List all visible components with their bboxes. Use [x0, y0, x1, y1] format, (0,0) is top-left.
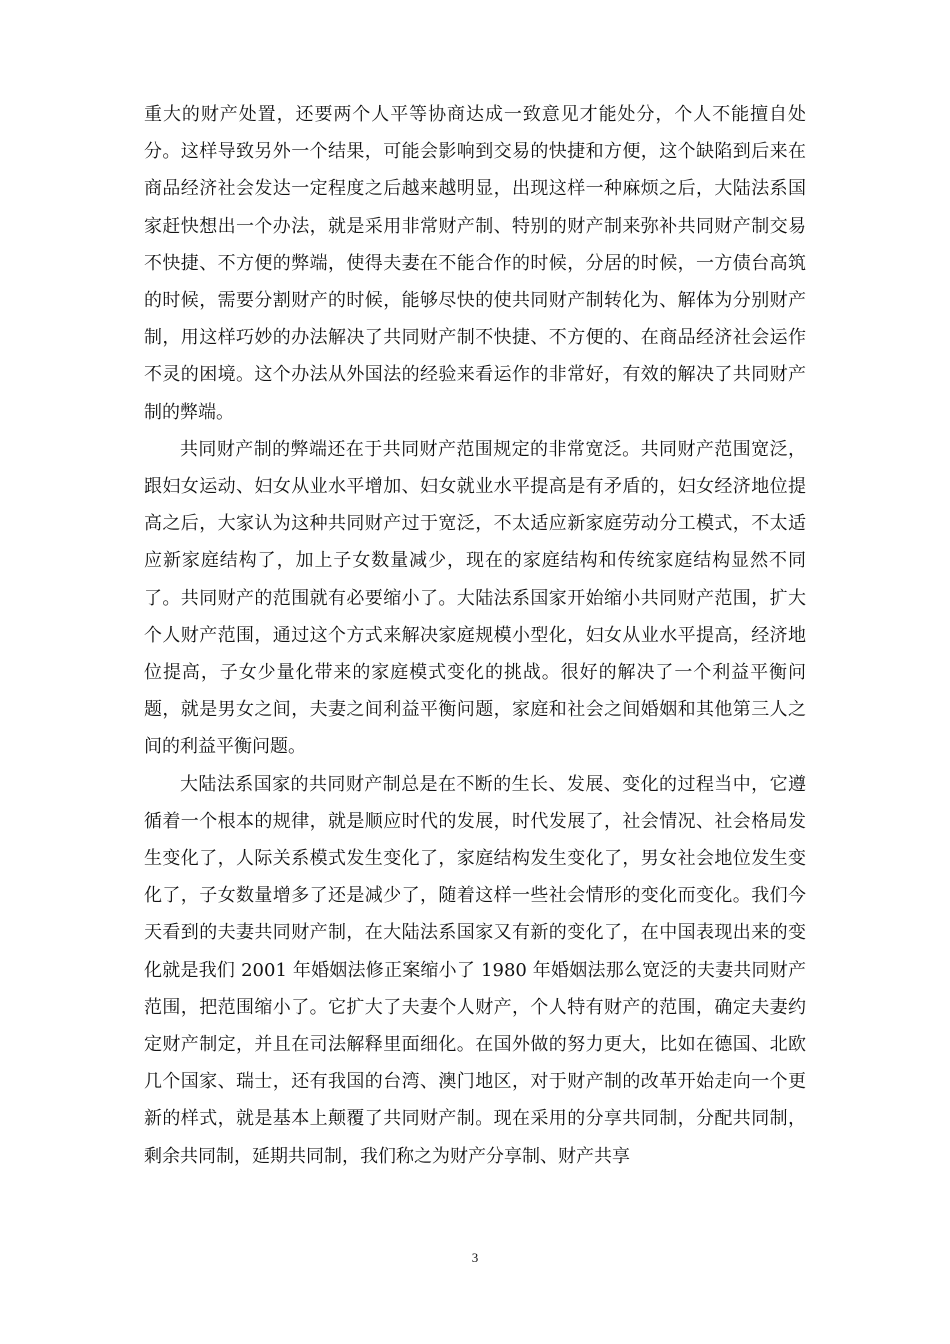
paragraph-2: 共同财产制的弊端还在于共同财产范围规定的非常宽泛。共同财产范围宽泛，跟妇女运动、妇女从业水平增加、妇女就业水平提高是有矛盾的，妇女经济地位提高之后，大家认为这种共同财产过于宽泛，不太适应新家庭劳动分工模式，不太适应新家庭结构了，加上子女数量减少，现在的家庭结构和传统家庭结构显然不同了。共同财产的范围就有必要缩小了。大陆法系国家开始缩小共同财产范围，扩大个人财产范围，通过这个方式来解决家庭规模小型化，妇女从业水平提高，经济地位提高，子女少量化带来的家庭模式变化的挑战。很好的解决了一个利益平衡问题，就是男女之间，夫妻之间利益平衡问题，家庭和社会之间婚姻和其他第三人之间的利益平衡问题。 [144, 438, 806, 758]
paragraph-3: 大陆法系国家的共同财产制总是在不断的生长、发展、变化的过程当中，它遵循着一个根本的规律，就是顺应时代的发展，时代发展了，社会情况、社会格局发生变化了，人际关系模式发生变化了，家庭结构发生变化了，男女社会地位发生变化了，子女数量增多了还是减少了，随着这样一些社会情形的变化而变化。我们今天看到的夫妻共同财产制，在大陆法系国家又有新的变化了，在中国表现出来的变化就是我们 2001 年婚姻法修正案缩小了 1980 年婚姻法那么宽泛的夫妻共同财产范围，把范围缩小了。它扩大了夫妻个人财产，个人特有财产的范围，确定夫妻约定财产制定，并且在司法解释里面细化。在国外做的努力更大，比如在德国、北欧几个国家、瑞士，还有我国的台湾、澳门地区，对于财产制的改革开始走向一个更新的样式，就是基本上颠覆了共同财产制。现在采用的分享共同制，分配共同制，剩余共同制，延期共同制，我们称之为财产分享制、财产共享 [144, 773, 806, 1167]
page-number: 3 [471, 1250, 479, 1265]
paragraph-1: 重大的财产处置，还要两个人平等协商达成一致意见才能处分，个人不能擅自处分。这样导致另外一个结果，可能会影响到交易的快捷和方便，这个缺陷到后来在商品经济社会发达一定程度之后越来越明显，出现这样一种麻烦之后，大陆法系国家赶快想出一个办法，就是采用非常财产制、特别的财产制来弥补共同财产制交易不快捷、不方便的弊端，使得夫妻在不能合作的时候，分居的时候，一方债台高筑的时候，需要分割财产的时候，能够尽快的使共同财产制转化为、解体为分别财产制，用这样巧妙的办法解决了共同财产制不快捷、不方便的、在商品经济社会运作不灵的困境。这个办法从外国法的经验来看运作的非常好，有效的解决了共同财产制的弊端。 [144, 104, 806, 423]
document-body [144, 96, 806, 1175]
